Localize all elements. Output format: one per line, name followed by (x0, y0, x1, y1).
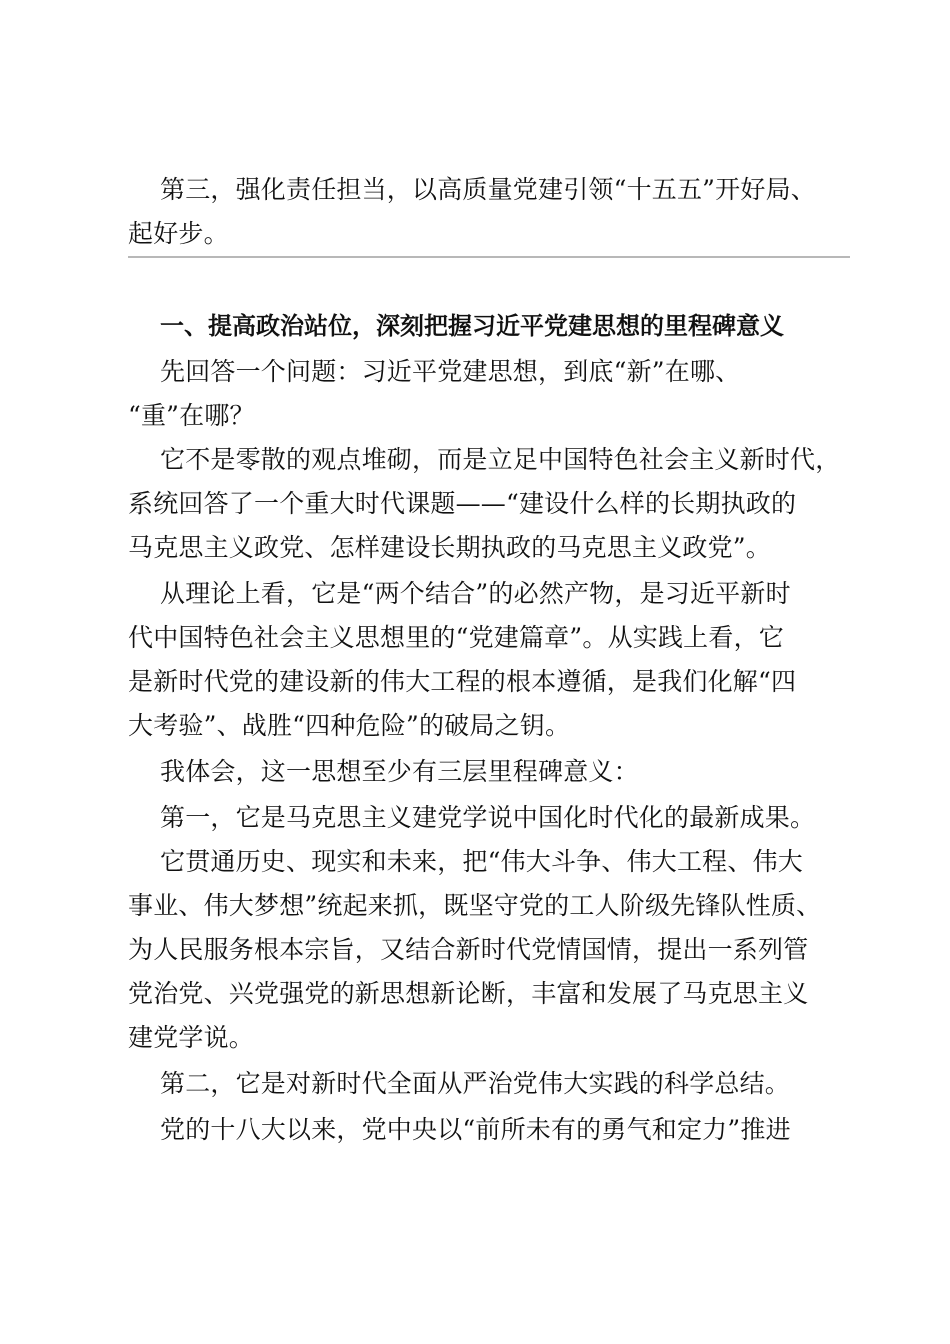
paragraph-line: 它不是零散的观点堆砌，而是立足中国特色社会主义新时代， (160, 445, 841, 474)
paragraph-line: 为人民服务根本宗旨，又结合新时代党情国情，提出一系列管 (128, 935, 809, 964)
section-divider (128, 256, 850, 258)
paragraph-line: 它贯通历史、现实和未来，把“伟大斗争、伟大工程、伟大 (160, 847, 803, 876)
section-heading: 一、提高政治站位，深刻把握习近平党建思想的里程碑意义 (160, 312, 784, 340)
paragraph-line: 是新时代党的建设新的伟大工程的根本遵循，是我们化解“四 (128, 667, 797, 696)
intro-line-1: 第三，强化责任担当，以高质量党建引领“十五五”开好局、 (160, 175, 816, 204)
paragraph-line: 代中国特色社会主义思想里的“党建篇章”。从实践上看，它 (128, 623, 784, 652)
paragraph-line: 系统回答了一个重大时代课题——“建设什么样的长期执政的 (128, 489, 797, 518)
paragraph-line: 党的十八大以来，党中央以“前所未有的勇气和定力”推进 (160, 1115, 791, 1144)
paragraph-line: 建党学说。 (128, 1023, 255, 1052)
paragraph-line: 党治党、兴党强党的新思想新论断，丰富和发展了马克思主义 (128, 979, 809, 1008)
paragraph-line: 从理论上看，它是“两个结合”的必然产物，是习近平新时 (160, 579, 791, 608)
paragraph-line: 我体会，这一思想至少有三层里程碑意义： (160, 757, 639, 786)
paragraph-line: 先回答一个问题：习近平党建思想，到底“新”在哪、 (160, 357, 741, 386)
paragraph-line: 大考验”、战胜“四种危险”的破局之钥。 (128, 711, 571, 740)
paragraph-line: “重”在哪？ (128, 401, 255, 430)
paragraph-line: 第一，它是马克思主义建党学说中国化时代化的最新成果。 (160, 803, 816, 832)
intro-line-2: 起好步。 (128, 219, 229, 248)
paragraph-line: 马克思主义政党、怎样建设长期执政的马克思主义政党”。 (128, 533, 771, 562)
paragraph-line: 第二，它是对新时代全面从严治党伟大实践的科学总结。 (160, 1069, 791, 1098)
paragraph-line: 事业、伟大梦想”统起来抓，既坚守党的工人阶级先锋队性质、 (128, 891, 822, 920)
